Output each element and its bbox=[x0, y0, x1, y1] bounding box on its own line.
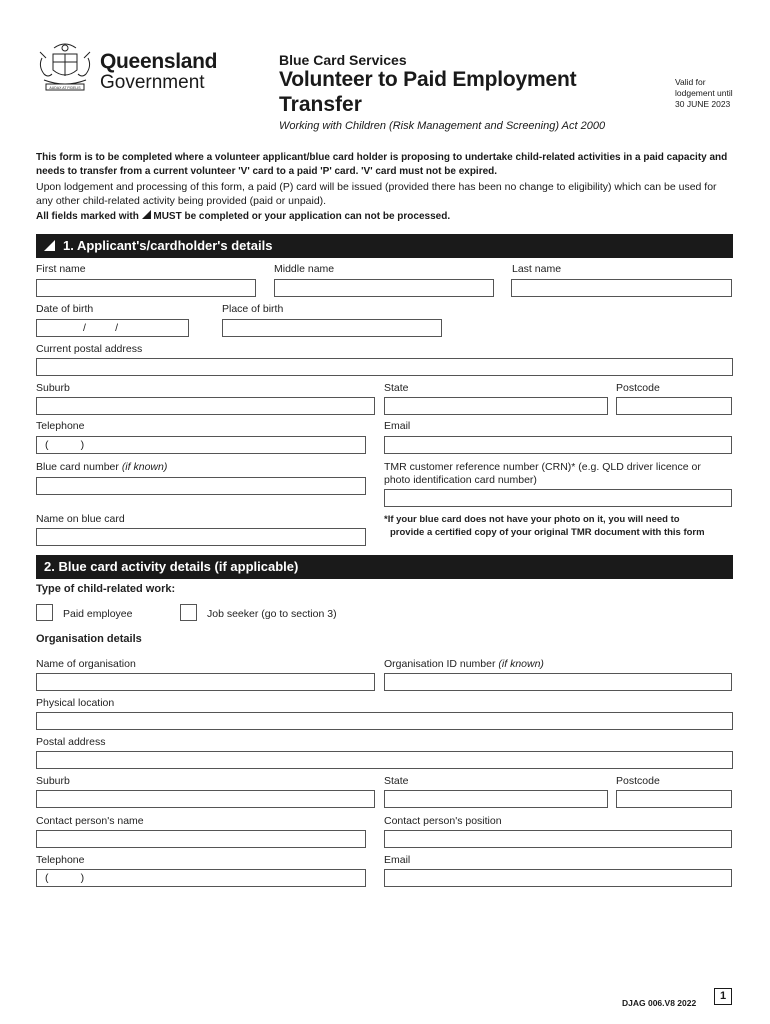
crn-label bbox=[384, 461, 701, 487]
section2-header bbox=[36, 555, 733, 579]
email-input[interactable] bbox=[384, 436, 732, 454]
act-reference: Working with Children (Risk Management and Screening) Act 2000 bbox=[279, 120, 606, 132]
telephone-label: Telephone bbox=[36, 420, 85, 432]
contact-name-label: Contact person's name bbox=[36, 815, 144, 827]
org-email-label: Email bbox=[384, 854, 411, 866]
org-id-text: Organisation ID number bbox=[384, 658, 496, 670]
state-input[interactable] bbox=[384, 397, 608, 415]
suburb-label: Suburb bbox=[36, 382, 70, 394]
blue-card-number-text: Blue card number bbox=[36, 461, 119, 473]
org-telephone-input[interactable] bbox=[36, 869, 366, 887]
valid-line1: Valid for bbox=[675, 77, 706, 87]
org-id-label bbox=[384, 658, 544, 670]
section1-title: 1. Applicant's/cardholder's details bbox=[63, 238, 273, 253]
logo-government: Government bbox=[100, 72, 205, 93]
blue-card-number-input[interactable] bbox=[36, 477, 366, 495]
org-state-label: State bbox=[384, 775, 409, 787]
name-on-card-input[interactable] bbox=[36, 528, 366, 546]
org-name-input[interactable] bbox=[36, 673, 375, 691]
first-name-label: First name bbox=[36, 263, 86, 275]
crn-label-line2: photo identification card number) bbox=[384, 474, 537, 486]
photo-note-line1: *If your blue card does not have your photo on it, you will need to bbox=[384, 514, 680, 525]
logo-queensland: Queensland bbox=[100, 50, 218, 73]
physical-location-input[interactable] bbox=[36, 712, 733, 730]
state-label: State bbox=[384, 382, 409, 394]
postcode-label: Postcode bbox=[616, 382, 660, 394]
valid-line2: lodgement until bbox=[675, 88, 733, 98]
org-postal-address-input[interactable] bbox=[36, 751, 733, 769]
last-name-input[interactable] bbox=[511, 279, 732, 297]
form-code: DJAG 006.V8 2022 bbox=[622, 998, 697, 1008]
org-state-input[interactable] bbox=[384, 790, 608, 808]
svg-text:AUDAX AT FIDELIS: AUDAX AT FIDELIS bbox=[49, 86, 81, 90]
org-id-note: (if known) bbox=[498, 658, 544, 670]
paid-employee-label: Paid employee bbox=[63, 608, 133, 620]
org-id-input[interactable] bbox=[384, 673, 732, 691]
middle-name-input[interactable] bbox=[274, 279, 494, 297]
postal-address-input[interactable] bbox=[36, 358, 733, 376]
blue-card-number-label bbox=[36, 461, 167, 473]
dob-input[interactable] bbox=[36, 319, 189, 337]
org-telephone-parentheses: ( ) bbox=[45, 872, 85, 884]
valid-notice bbox=[675, 77, 733, 110]
form-title-line2: Transfer bbox=[279, 93, 362, 116]
paid-employee-checkbox[interactable] bbox=[36, 604, 53, 621]
pob-input[interactable] bbox=[222, 319, 442, 337]
name-on-card-label: Name on blue card bbox=[36, 513, 125, 525]
job-seeker-label: Job seeker (go to section 3) bbox=[207, 608, 337, 620]
pob-label: Place of birth bbox=[222, 303, 284, 315]
intro-paragraph-2: Upon lodgement and processing of this form, a paid (P) card will be issued (provided there has been no change to eligibility) which can be used for any other child-related activity being provided (paid or unpaid). bbox=[36, 181, 717, 207]
photo-note-line2: provide a certified copy of your original TMR document with this form bbox=[390, 527, 705, 538]
mandatory-suffix: MUST be completed or your application can not be processed. bbox=[153, 211, 451, 222]
crn-input[interactable] bbox=[384, 489, 732, 507]
email-label: Email bbox=[384, 420, 411, 432]
section2-title: 2. Blue card activity details (if applicable) bbox=[44, 559, 299, 574]
intro-paragraph-1: This form is to be completed where a volunteer applicant/blue card holder is proposing to undertake child-related activities in a paid capacity and needs to transfer from a current volunteer 'V' card to a paid 'P' card. 'V' card must not be expired. bbox=[36, 152, 728, 177]
type-of-work-heading: Type of child-related work: bbox=[36, 583, 176, 595]
mandatory-fields-note bbox=[36, 210, 736, 224]
section1-header bbox=[36, 234, 733, 258]
blue-card-number-note: (if known) bbox=[121, 461, 168, 473]
telephone-input[interactable] bbox=[36, 436, 366, 454]
physical-location-label: Physical location bbox=[36, 697, 115, 709]
org-postal-address-label: Postal address bbox=[36, 736, 106, 748]
org-suburb-label: Suburb bbox=[36, 775, 70, 787]
contact-position-label: Contact person's position bbox=[384, 815, 502, 827]
last-name-label: Last name bbox=[512, 263, 562, 275]
telephone-parentheses: ( ) bbox=[45, 439, 85, 451]
mandatory-prefix: All fields marked with bbox=[36, 211, 139, 222]
mandatory-triangle-icon bbox=[142, 210, 151, 219]
org-telephone-label: Telephone bbox=[36, 854, 85, 866]
dob-label: Date of birth bbox=[36, 303, 94, 315]
crn-label-line1: TMR customer reference number (CRN)* (e.g. QLD driver licence or bbox=[384, 461, 701, 473]
postcode-input[interactable] bbox=[616, 397, 732, 415]
qld-government-logo bbox=[36, 40, 218, 98]
service-name: Blue Card Services bbox=[279, 52, 407, 68]
valid-line3: 30 JUNE 2023 bbox=[675, 99, 731, 109]
org-postcode-input[interactable] bbox=[616, 790, 732, 808]
postal-address-label: Current postal address bbox=[36, 343, 143, 355]
photo-note bbox=[384, 513, 705, 539]
org-postcode-label: Postcode bbox=[616, 775, 660, 787]
job-seeker-checkbox[interactable] bbox=[180, 604, 197, 621]
org-email-input[interactable] bbox=[384, 869, 732, 887]
first-name-input[interactable] bbox=[36, 279, 256, 297]
dob-separators: / / bbox=[83, 322, 119, 334]
mandatory-triangle-icon bbox=[44, 240, 55, 251]
coat-of-arms-icon bbox=[36, 40, 94, 96]
organisation-details-heading: Organisation details bbox=[36, 633, 142, 645]
org-name-label: Name of organisation bbox=[36, 658, 136, 670]
suburb-input[interactable] bbox=[36, 397, 375, 415]
contact-position-input[interactable] bbox=[384, 830, 732, 848]
page-number: 1 bbox=[714, 988, 732, 1005]
contact-name-input[interactable] bbox=[36, 830, 366, 848]
middle-name-label: Middle name bbox=[274, 263, 335, 275]
org-suburb-input[interactable] bbox=[36, 790, 375, 808]
form-title-line1: Volunteer to Paid Employment bbox=[279, 68, 577, 91]
